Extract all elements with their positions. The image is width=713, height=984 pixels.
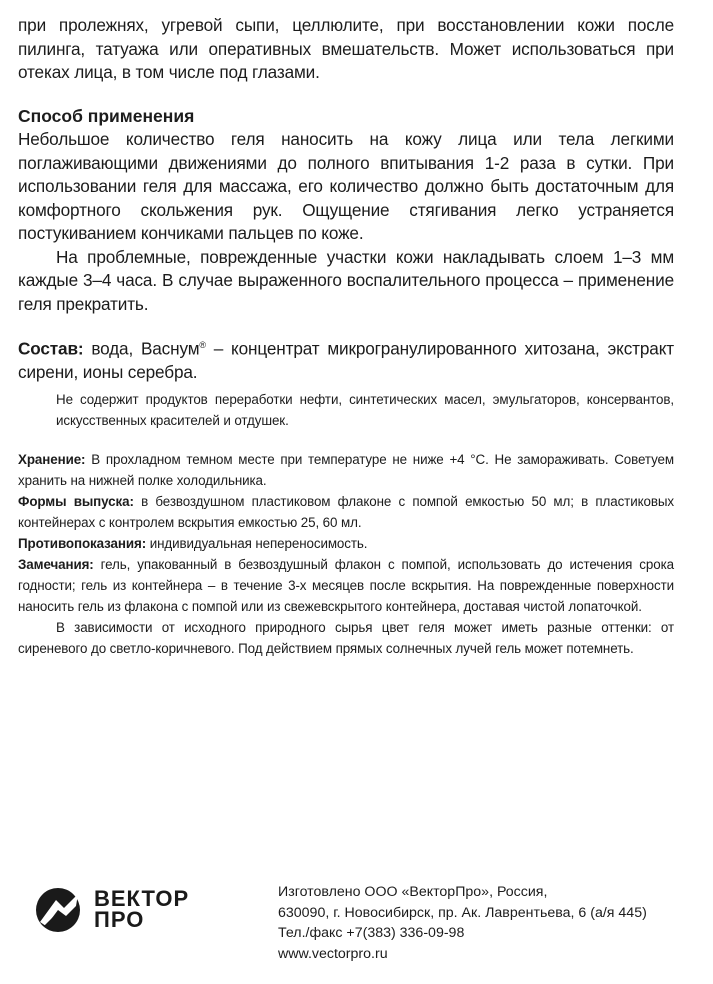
composition-paragraph <box>18 334 674 385</box>
vectorpro-logo-icon <box>34 886 82 934</box>
remarks-paragraph <box>18 554 674 617</box>
usage-paragraph-2: На проблемные, поврежденные участки кожи накладывать слоем 1–3 мм каждые 3–4 часа. В случае выраженного воспалительного процесса – применение геля прекратить. <box>18 246 674 314</box>
forms-label: Формы выпуска: <box>18 493 134 509</box>
remarks-label: Замечания: <box>18 556 94 572</box>
composition-note: Не содержит продуктов переработки нефти, синтетических масел, эмульгаторов, консервантов, искусственных красителей и отдушек. <box>56 391 674 428</box>
manufacturer-website: www.vectorpro.ru <box>278 945 388 962</box>
remarks-text: гель, упакованный в безвоздушный флакон с помпой, использовать до истечения срока годности; гель из контейнера – в течение 3-х месяцев после вскрытия. На поврежденные поверхности наносить гель из флакона с помпой или из свежевскрытого контейнера, доставая чистой лопаточкой. <box>18 556 674 614</box>
manufacturer-info <box>278 882 647 964</box>
logo-line-1: ВЕКТОР <box>94 886 190 911</box>
forms-text: в безвоздушном пластиковом флаконе с помпой емкостью 50 мл; в пластиковых контейнерах с контролем вскрытия емкостью 25, 60 мл. <box>18 493 674 530</box>
composition-label: Состав: <box>18 338 84 359</box>
storage-label: Хранение: <box>18 451 86 467</box>
manufacturer-phone: Тел./факс +7(383) 336-09-98 <box>278 925 465 941</box>
composition-text-end: – концентрат микрогранулированного хитозана, экстракт сирени, ионы серебра. <box>18 338 674 383</box>
registered-mark: ® <box>199 340 206 350</box>
storage-paragraph <box>18 449 674 491</box>
logo-line-2: ПРО <box>94 907 145 932</box>
manufacturer-name: Изготовлено ООО «ВекторПро», Россия, <box>278 884 548 900</box>
vectorpro-logo <box>34 886 234 946</box>
contraindications-label: Противопоказания: <box>18 535 147 551</box>
storage-text: В прохладном темном месте при температуре не ниже +4 °С. Не замораживать. Советуем хранить на нижней полке холодильника. <box>18 451 674 488</box>
contraindications-paragraph <box>18 533 674 554</box>
manufacturer-address: 630090, г. Новосибирск, пр. Ак. Лаврентьева, 6 (а/я 445) <box>278 904 647 921</box>
logo-wordmark <box>94 888 189 930</box>
intro-paragraph: при пролежнях, угревой сыпи, целлюлите, при восстановлении кожи после пилинга, татуажа или оперативных вмешательств. Может использоваться при отеках лица, в том числе под глазами. <box>18 15 674 82</box>
usage-paragraph-1: Небольшое количество геля наносить на кожу лица или тела легкими поглаживающими движениями до полного впитывания 1-2 раза в сутки. При использовании геля для массажа, его количество должно быть достаточным для комфортного скольжения рук. Ощущение стягивания легко устраняется постукиванием кончиками пальцев по коже. <box>18 129 674 243</box>
color-note-paragraph: В зависимости от исходного природного сырья цвет геля может иметь разные оттенки: от сиреневого до светло-коричневого. Под действием прямых солнечных лучей гель может потемнеть. <box>18 619 674 656</box>
contraindications-text: индивидуальная непереносимость. <box>146 535 368 551</box>
usage-heading: Способ применения <box>18 105 195 126</box>
instruction-page <box>18 14 674 659</box>
forms-paragraph <box>18 491 674 533</box>
composition-text-start: вода, Васнум <box>83 338 200 359</box>
footer <box>34 882 674 972</box>
